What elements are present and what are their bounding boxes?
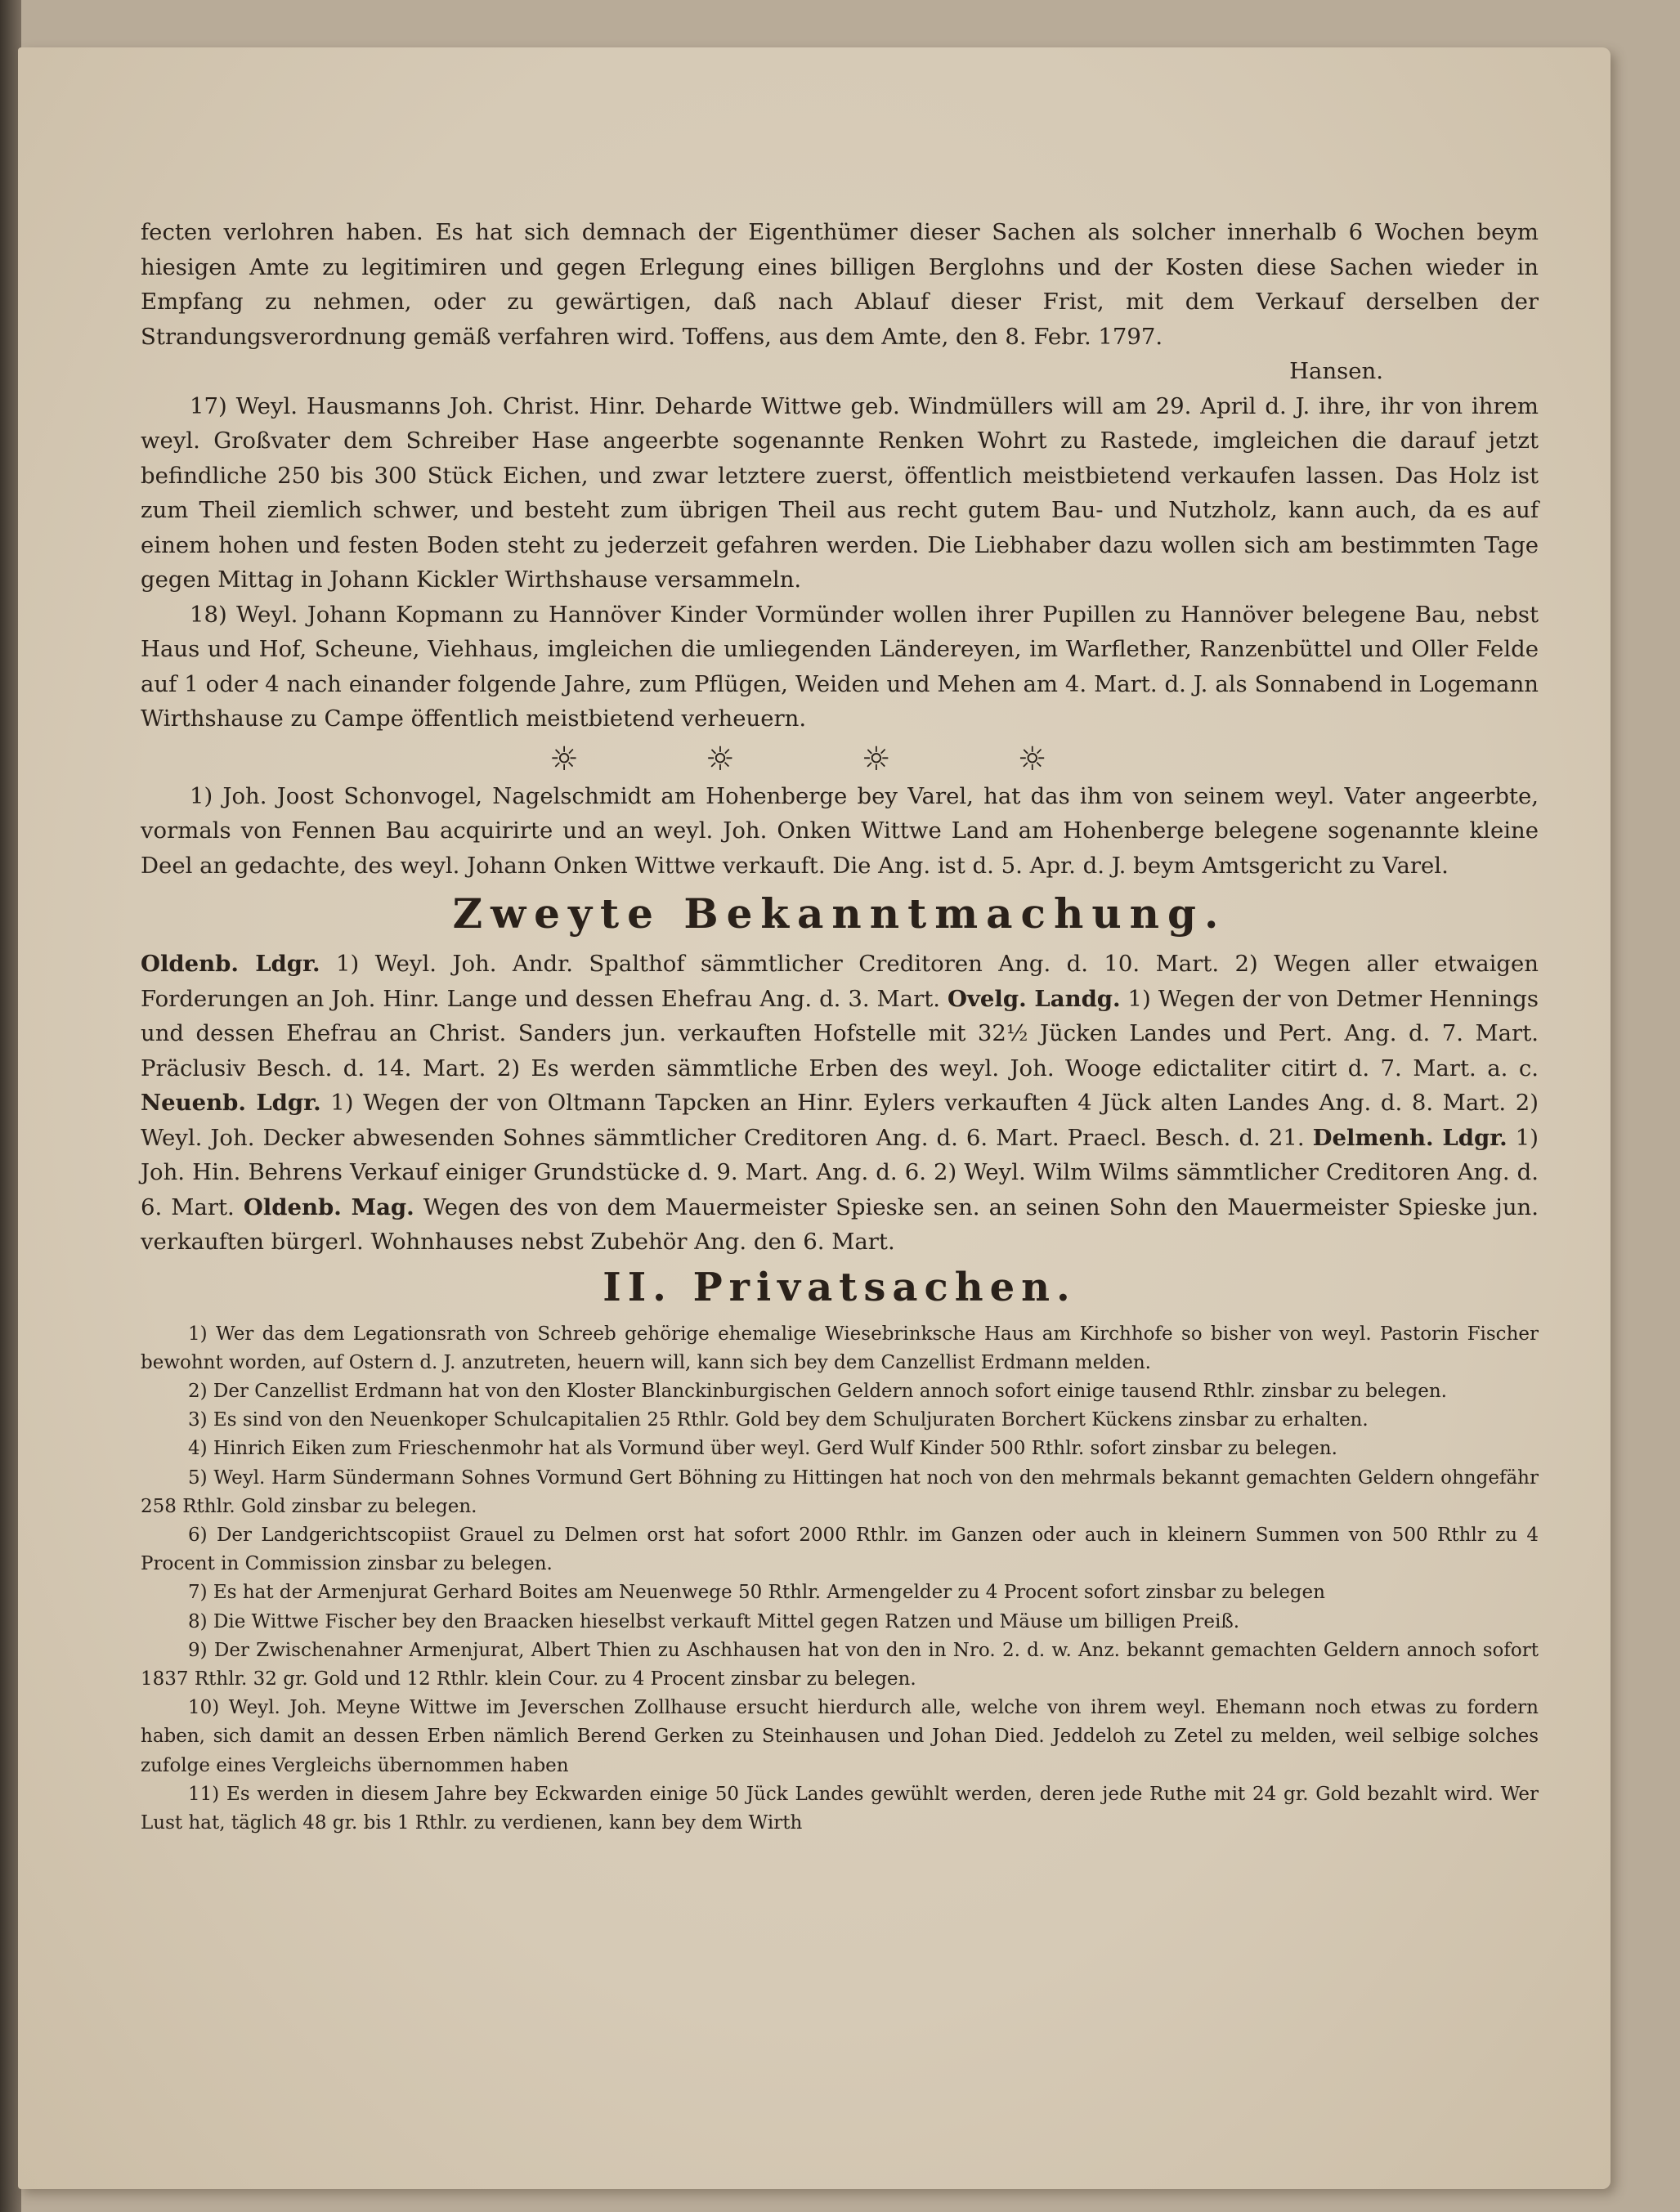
court-delmenhorst: Delmenh. Ldgr. <box>1312 1124 1508 1151</box>
private-notice-10: 10) Weyl. Joh. Meyne Wittwe im Jeverschen Zollhause ersucht hierdurch alle, welche von ihrem weyl. Ehemann noch etwas zu fordern haben, sich damit an dessen Erben nämlich Berend Gerken zu Steinhausen und Johan Died. Jeddeloh zu Zetel zu melden, weil selbige solches zufolge eines Vergleichs übernommen haben <box>141 1697 1539 1776</box>
heading-zweyte-bekanntmachung: Zweyte Bekanntmachung. <box>452 889 1227 938</box>
private-notice-11: 11) Es werden in diesem Jahre bey Eckwarden einige 50 Jück Landes gewühlt werden, deren jede Ruthe mit 24 gr. Gold bezahlt wird. Wer Lust hat, täglich 48 gr. bis 1 Rthlr. zu verdienen, kann bey dem Wirth <box>141 1783 1539 1834</box>
private-notice-7: 7) Es hat der Armenjurat Gerhard Boites am Neuenwege 50 Rthlr. Armengelder zu 4 Procent sofort zinsbar zu belegen <box>188 1582 1325 1604</box>
notice-continuation <box>141 215 1539 389</box>
scanned-page <box>18 47 1611 2189</box>
notice-after-divider: 1) Joh. Joost Schonvogel, Nagelschmidt am Hohenberge bey Varel, hat das ihm von seinem weyl. Vater angeerbte, vormals von Fennen Bau acquirirte und an weyl. Joh. Onken Wittwe Land am Hohenberge belegene sogenannte kleine Deel an gedachte, des weyl. Johann Onken Wittwe verkauft. Die Ang. ist d. 5. Apr. d. J. beym Amtsgericht zu Varel. <box>141 782 1539 879</box>
notice-18: 18) Weyl. Johann Kopmann zu Hannöver Kinder Vormünder wollen ihrer Pupillen zu Hannöver belegene Bau, nebst Haus und Hof, Scheune, Viehhaus, imgleichen die umliegenden Ländereyen, im Warflether, Ranzenbüttel und Oller Felde auf 1 oder 4 nach einander folgende Jahre, zum Pflügen, Weiden und Mehen am 4. Mart. d. J. als Sonnabend in Logemann Wirthshause zu Campe öffentlich meistbietend verheuern. <box>141 601 1539 732</box>
private-notice-8: 8) Die Wittwe Fischer bey den Braacken hieselbst verkauft Mittel gegen Ratzen und Mäuse um billigen Preiß. <box>188 1610 1240 1632</box>
magistrate-oldenburg-text: Wegen des von dem Mauermeister Spieske sen. an seinen Sohn den Mauermeister Spieske jun. verkauften bürgerl. Wohnhauses nebst Zubehör Ang. den 6. Mart. <box>141 1193 1539 1255</box>
page-text <box>141 215 1539 1838</box>
magistrate-oldenburg: Oldenb. Mag. <box>243 1193 414 1220</box>
zweyte-bekanntmachung-text <box>141 947 1539 1260</box>
star-ornament: ☼ <box>1017 740 1047 778</box>
private-notice-4: 4) Hinrich Eiken zum Frieschenmohr hat als Vormund über weyl. Gerd Wulf Kinder 500 Rthlr. sofort zinsbar zu belegen. <box>188 1438 1337 1460</box>
private-notice-1: 1) Wer das dem Legationsrath von Schreeb gehörige ehemalige Wiesebrinksche Haus am Kirchhofe so bisher von weyl. Pastorin Fischer bewohnt worden, auf Ostern d. J. anzutreten, heuern will, kann sich bey dem Canzellist Erdmann melden. <box>141 1323 1539 1373</box>
notice-17: 17) Weyl. Hausmanns Joh. Christ. Hinr. Deharde Wittwe geb. Windmüllers will am 29. April d. J. ihre, ihr von ihrem weyl. Großvater dem Schreiber Hase angeerbte sogenannte Renken Wohrt zu Rastede, imgleichen die darauf jetzt befindliche 250 bis 300 Stück Eichen, und zwar letztere zuerst, öffentlich meistbietend verkaufen lassen. Das Holz ist zum Theil ziemlich schwer, und besteht zum übrigen Theil aus recht gutem Bau- und Nutzholz, kann auch, da es auf einem hohen und festen Boden steht zu jederzeit gefahren werden. Die Liebhaber dazu wollen sich am bestimmten Tage gegen Mittag in Johann Kickler Wirthshause versammeln. <box>141 392 1539 593</box>
signature: Hansen. <box>1289 358 1383 384</box>
private-notice-5: 5) Weyl. Harm Sündermann Sohnes Vormund Gert Böhning zu Hittingen hat noch von den mehrmals bekannt gemachten Geldern ohngefähr 258 Rthlr. Gold zinsbar zu belegen. <box>141 1466 1539 1517</box>
court-ovelgoenne: Ovelg. Landg. <box>947 985 1121 1012</box>
court-oldenburg-text: 1) Weyl. Joh. Andr. Spalthof sämmtlicher Creditoren Ang. d. 10. Mart. 2) Wegen aller etwaigen Forderungen an Joh. Hinr. Lange und dessen Ehefrau Ang. d. 3. Mart. <box>141 951 1539 1012</box>
court-oldenburg: Oldenb. Ldgr. <box>141 951 320 977</box>
star-ornament: ☼ <box>705 740 735 778</box>
private-notice-2: 2) Der Canzellist Erdmann hat von den Kloster Blanckinburgischen Geldern annoch sofort einige tausend Rthlr. zinsbar zu belegen. <box>188 1380 1447 1402</box>
court-neuenburg: Neuenb. Ldgr. <box>141 1090 321 1116</box>
private-notice-9: 9) Der Zwischenahner Armenjurat, Albert Thien zu Aschhausen hat von den in Nro. 2. d. w. Anz. bekannt gemachten Geldern annoch sofort 1837 Rthlr. 32 gr. Gold und 12 Rthlr. klein Cour. zu 4 Procent zinsbar zu belegen. <box>141 1639 1539 1690</box>
private-notice-3: 3) Es sind von den Neuenkoper Schulcapitalien 25 Rthlr. Gold bey dem Schuljuraten Borchert Kückens zinsbar zu erhalten. <box>188 1409 1369 1431</box>
private-notice-6: 6) Der Landgerichtscopiist Grauel zu Delmen orst hat sofort 2000 Rthlr. im Ganzen oder auch in kleinern Summen von 500 Rthlr zu 4 Procent in Commission zinsbar zu belegen. <box>141 1524 1539 1575</box>
star-ornament: ☼ <box>549 740 579 778</box>
star-ornament: ☼ <box>861 740 891 778</box>
court-neuenburg-text: 1) Wegen der von Oltmann Tapcken an Hinr. Eylers verkauften 4 Jück alten Landes Ang. d. 8. Mart. 2) Weyl. Joh. Decker abwesenden Sohnes sämmtlicher Creditoren Ang. d. 6. Mart. Praecl. Besch. d. 21. <box>141 1090 1539 1151</box>
section-divider-stars <box>141 737 1539 779</box>
heading-privatsachen: II. Privatsachen. <box>603 1264 1077 1310</box>
court-ovelgoenne-text: 1) Wegen der von Detmer Hennings und dessen Ehefrau an Christ. Sanders jun. verkauften Hofstelle mit 32½ Jücken Landes und Pert. Ang. d. 7. Mart. Präclusiv Besch. d. 14. Mart. 2) Es werden sämmtliche Erben des weyl. Joh. Wooge edictaliter citirt d. 7. Mart. a. c. <box>141 985 1539 1081</box>
notice-continuation-text: fecten verlohren haben. Es hat sich demnach der Eigenthümer dieser Sachen als solcher innerhalb 6 Wochen beym hiesigen Amte zu legitimiren und gegen Erlegung eines billigen Berglohns und der Kosten diese Sachen wieder in Empfang zu nehmen, oder zu gewärtigen, daß nach Ablauf dieser Frist, mit dem Verkauf derselben der Strandungsverordnung gemäß verfahren wird. Toffens, aus dem Amte, den 8. Febr. 1797. <box>141 219 1539 350</box>
court-delmenhorst-text: 1) Joh. Hin. Behrens Verkauf einiger Grundstücke d. 9. Mart. Ang. d. 6. 2) Weyl. Wilm Wilms sämmtlicher Creditoren Ang. d. 6. Mart. <box>141 1124 1539 1220</box>
